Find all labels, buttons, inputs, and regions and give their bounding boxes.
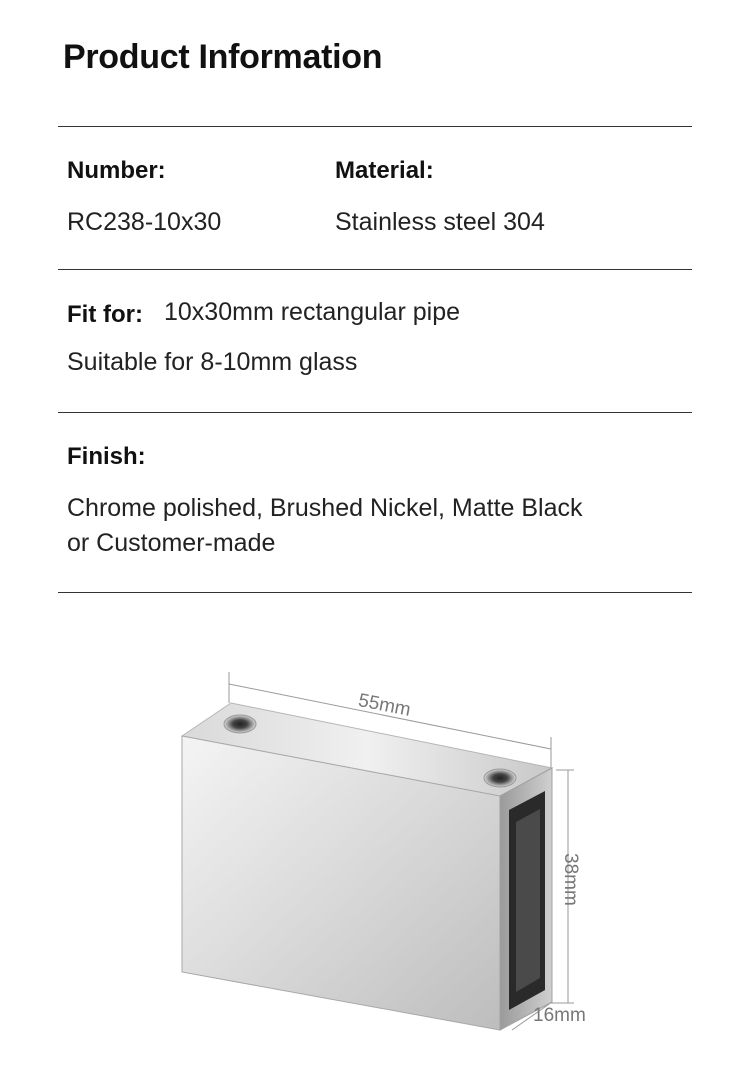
- dimension-depth: 16mm: [533, 1005, 586, 1026]
- glass-note: Suitable for 8-10mm glass: [67, 348, 358, 376]
- divider-top: [58, 126, 692, 127]
- screw-hole-right: [484, 769, 516, 787]
- fit-label: Fit for:: [67, 301, 143, 328]
- dimension-height: 38mm: [560, 853, 581, 906]
- divider-2: [58, 269, 692, 270]
- product-drawing: [170, 660, 610, 1060]
- side-slot-inner: [516, 809, 540, 992]
- number-value: RC238-10x30: [67, 208, 222, 236]
- number-label: Number:: [67, 157, 166, 184]
- finish-line-1: Chrome polished, Brushed Nickel, Matte Black: [67, 494, 583, 522]
- product-illustration: [170, 660, 610, 1060]
- page-title: Product Information: [63, 38, 383, 76]
- material-value: Stainless steel 304: [335, 208, 545, 236]
- divider-4: [58, 592, 692, 593]
- material-label: Material:: [335, 157, 434, 184]
- finish-label: Finish:: [67, 443, 146, 470]
- screw-hole-left: [224, 715, 256, 733]
- finish-line-2: or Customer-made: [67, 529, 276, 557]
- dimension-length: 55mm: [356, 690, 413, 721]
- divider-3: [58, 412, 692, 413]
- fit-value: 10x30mm rectangular pipe: [164, 298, 460, 326]
